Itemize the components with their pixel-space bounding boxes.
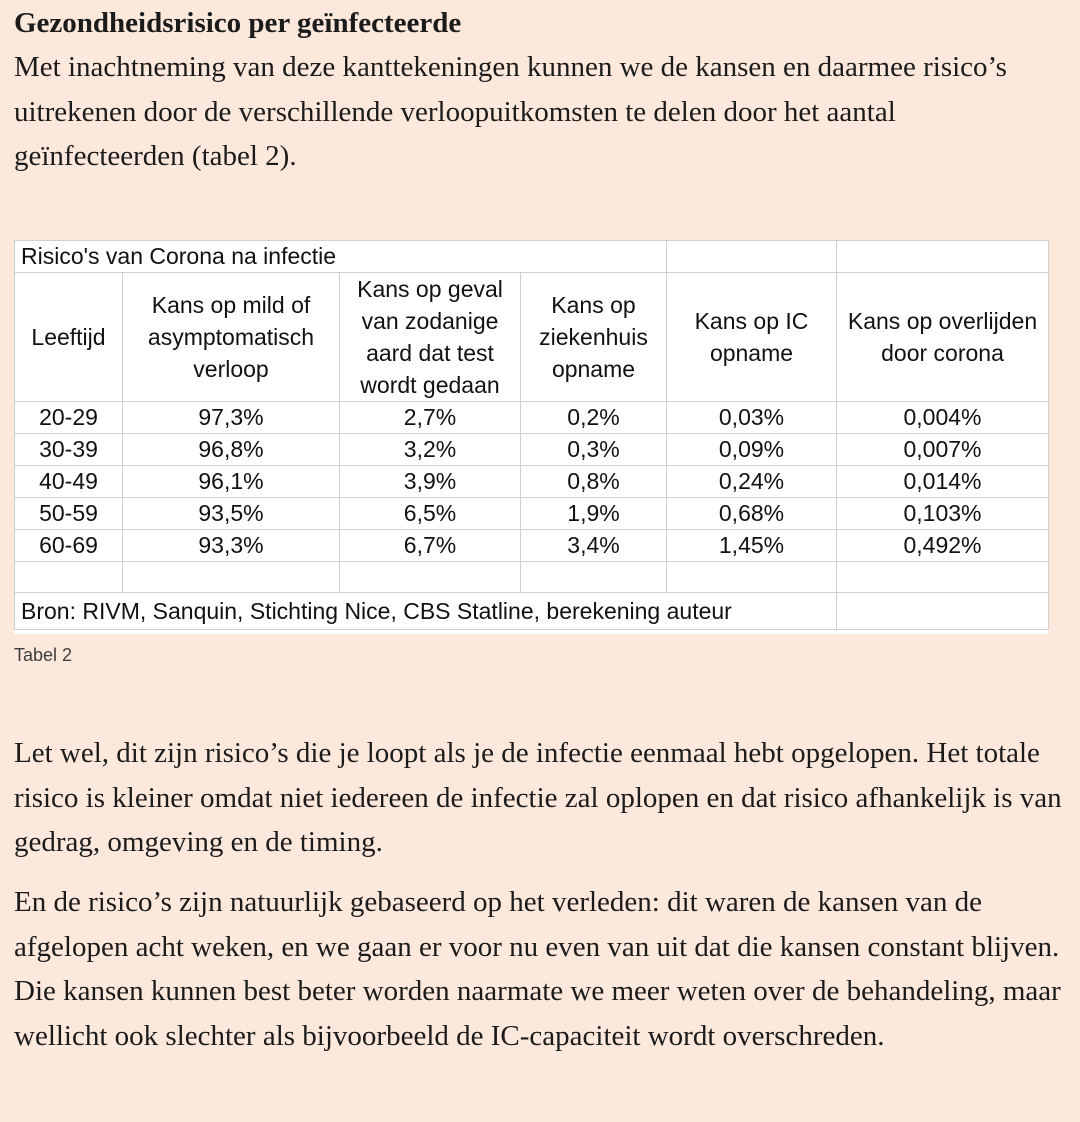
cell-tested: 6,7% — [340, 530, 521, 562]
cell-hospital: 0,2% — [521, 402, 667, 434]
header-hospital: Kans op ziekenhuis opname — [521, 273, 667, 402]
table-row — [15, 434, 1049, 466]
cell-age: 60-69 — [15, 530, 123, 562]
cell-tested: 3,9% — [340, 466, 521, 498]
cell-ic: 0,68% — [667, 498, 837, 530]
cell-death: 0,007% — [837, 434, 1049, 466]
header-death: Kans op overlijden door corona — [837, 273, 1049, 402]
cell-hospital: 0,3% — [521, 434, 667, 466]
table-row — [15, 498, 1049, 530]
cell-ic: 0,24% — [667, 466, 837, 498]
cell-mild: 93,3% — [123, 530, 340, 562]
body-paragraph-1: Let wel, dit zijn risico’s die je loopt als je de infectie eenmaal hebt opgelopen. Het totale risico is kleiner omdat niet iedereen de infectie zal oplopen en dat risico afhankelijk is van gedrag, omgeving en de timing. — [14, 737, 1062, 858]
cell-tested: 6,5% — [340, 498, 521, 530]
cell-death: 0,004% — [837, 402, 1049, 434]
cell-mild: 97,3% — [123, 402, 340, 434]
cell-ic: 0,09% — [667, 434, 837, 466]
cell-mild: 96,1% — [123, 466, 340, 498]
cell-tested: 2,7% — [340, 402, 521, 434]
cell-hospital: 0,8% — [521, 466, 667, 498]
cell-hospital: 1,9% — [521, 498, 667, 530]
table-row — [15, 466, 1049, 498]
cell-age: 40-49 — [15, 466, 123, 498]
intro-paragraph: Met inachtneming van deze kanttekeningen kunnen we de kansen en daarmee risico’s uitrekenen door de verschillende verloopuitkomsten te delen door het aantal geïnfecteerden (tabel 2). — [14, 51, 1007, 172]
header-age: Leeftijd — [15, 273, 123, 402]
table-row — [15, 530, 1049, 562]
cell-age: 50-59 — [15, 498, 123, 530]
header-ic: Kans op IC opname — [667, 273, 837, 402]
risk-table — [14, 240, 1049, 630]
cell-age: 20-29 — [15, 402, 123, 434]
cell-mild: 93,5% — [123, 498, 340, 530]
header-tested: Kans op geval van zodanige aard dat test wordt gedaan — [340, 273, 521, 402]
table-title: Risico's van Corona na infectie — [15, 241, 521, 273]
table-caption: Tabel 2 — [14, 645, 73, 665]
cell-death: 0,103% — [837, 498, 1049, 530]
cell-age: 30-39 — [15, 434, 123, 466]
table-row — [15, 402, 1049, 434]
table-header-row — [15, 273, 1049, 402]
cell-mild: 96,8% — [123, 434, 340, 466]
table-title-row — [15, 241, 1049, 273]
table-source: Bron: RIVM, Sanquin, Stichting Nice, CBS Statline, berekening auteur — [15, 593, 837, 630]
section-heading: Gezondheidsrisico per geïnfecteerde — [14, 7, 462, 39]
risk-table-image — [14, 240, 1048, 634]
source-row — [15, 593, 1049, 630]
cell-tested: 3,2% — [340, 434, 521, 466]
cell-death: 0,014% — [837, 466, 1049, 498]
body-paragraph-2: En de risico’s zijn natuurlijk gebaseerd op het verleden: dit waren de kansen van de afgelopen acht weken, en we gaan er voor nu even van uit dat die kansen constant blijven. Die kansen kunnen best beter worden naarmate we meer weten over de behandeling, maar wellicht ook slechter als bijvoorbeeld de IC-capaciteit wordt overschreden. — [14, 886, 1061, 1052]
cell-hospital: 3,4% — [521, 530, 667, 562]
empty-row — [15, 562, 1049, 593]
cell-ic: 1,45% — [667, 530, 837, 562]
header-mild: Kans op mild of asymptomatisch verloop — [123, 273, 340, 402]
cell-ic: 0,03% — [667, 402, 837, 434]
cell-death: 0,492% — [837, 530, 1049, 562]
